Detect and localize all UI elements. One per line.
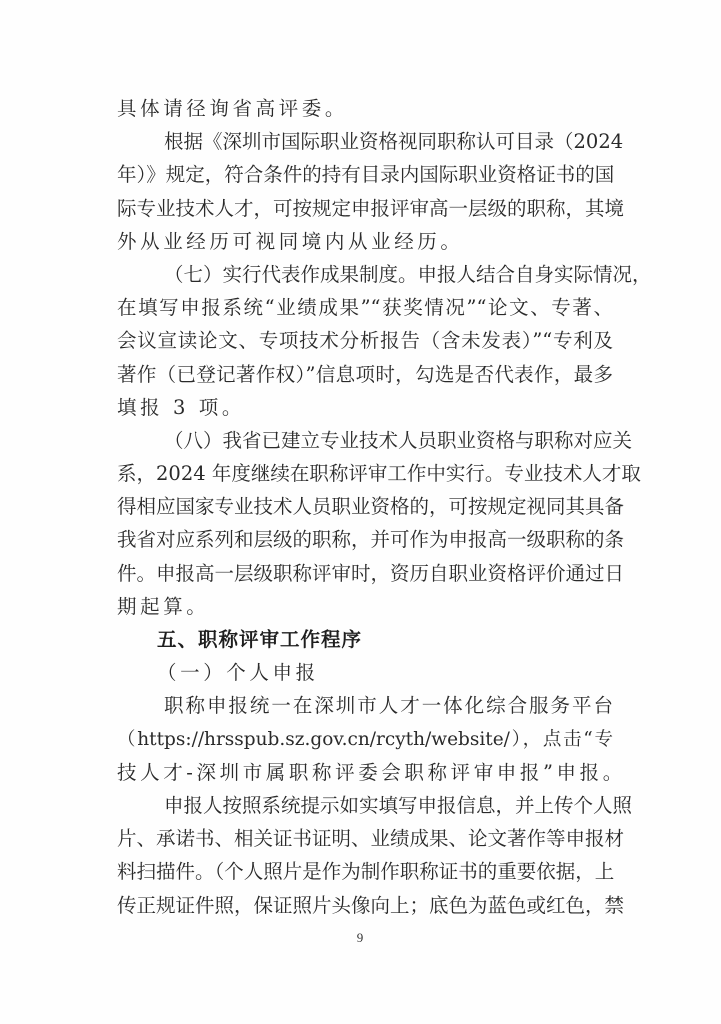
url-line: （https://hrsspub.sz.gov.cn/rcyth/website/），点击“专: [117, 728, 613, 750]
section-heading: 五、职称评审工作程序: [157, 628, 363, 651]
text-line: 技人才-深圳市属职称评委会职称评审申报”申报。: [117, 760, 626, 784]
text-line: 系，2024 年度继续在职称评审工作中实行。专业技术人才取: [117, 462, 641, 486]
paragraph-line: （八）我省已建立专业技术人员职业资格与职称对应关: [164, 428, 633, 452]
text-line: 填报 3 项。: [117, 395, 246, 419]
text-line: 料扫描件。（个人照片是作为制作职称证书的重要依据，上: [117, 860, 615, 884]
text-line: 著作（已登记著作权）”信息项时，勾选是否代表作，最多: [117, 362, 613, 386]
paragraph-line: 根据《深圳市国际职业资格视同职称认可目录（2024: [164, 130, 624, 154]
text-line: 期起算。: [117, 594, 210, 618]
subsection-heading: （一）个人申报: [157, 661, 319, 685]
text-line: 我省对应系列和层级的职称，并可作为申报高一级职称的条: [117, 528, 625, 552]
text-line: 外从业经历可视同境内从业经历。: [117, 229, 464, 253]
text-line: 片、承诺书、相关证书证明、业绩成果、论文著作等申报材: [117, 827, 625, 851]
paragraph-line: （七）实行代表作成果制度。申报人结合自身实际情况，: [164, 262, 652, 286]
text-line: 件。申报高一层级职称评审时，资历自职业资格评价通过日: [117, 561, 625, 585]
text-line: 年）》规定，符合条件的持有目录内国际职业资格证书的国: [117, 163, 615, 187]
text-line: 际专业技术人才，可按规定申报评审高一层级的职称，其境: [117, 196, 625, 220]
text-line: 具体请径询省高评委。: [117, 97, 349, 120]
paragraph-line: 职称申报统一在深圳市人才一体化综合服务平台: [164, 694, 613, 718]
text-line: 在填写申报系统“业绩成果”“获奖情况”“论文、专著、: [117, 296, 613, 320]
text-line: 会议宣读论文、专项技术分析报告（含未发表）”“专利及: [117, 329, 613, 353]
text-line: 得相应国家专业技术人员职业资格的，可按规定视同其具备: [117, 495, 625, 519]
paragraph-line: 申报人按照系统提示如实填写申报信息，并上传个人照: [164, 793, 633, 817]
page-number: 9: [356, 930, 364, 945]
document-body: [117, 92, 652, 922]
text-line: 传正规证件照，保证照片头像向上；底色为蓝色或红色，禁: [117, 893, 625, 917]
